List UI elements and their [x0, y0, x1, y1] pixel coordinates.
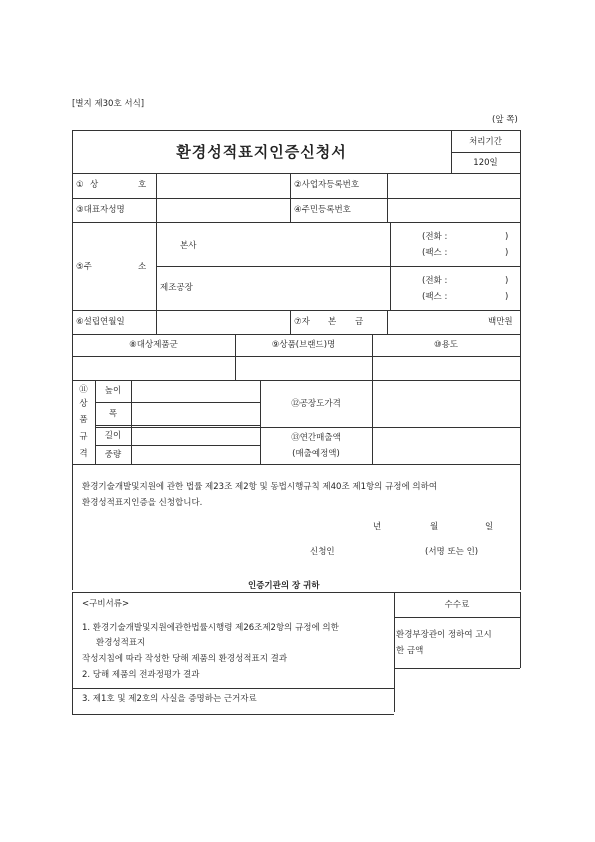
field-13-label-a: ⑬연간매출액	[291, 433, 341, 443]
form-number: [별지 제30호 서식]	[72, 99, 145, 109]
factory-fax-close: )	[505, 292, 509, 302]
capital-unit: 백만원	[488, 317, 513, 327]
field-1-label-b: 호	[138, 180, 147, 190]
field-5-label-b: 소	[138, 262, 147, 272]
field-2-label: ②사업자등록번호	[294, 180, 360, 190]
date-month: 월	[430, 522, 439, 532]
applicant-label: 신청인	[310, 547, 335, 557]
field-8-label: ⑧대상제품군	[129, 340, 178, 350]
document-item-2: 2. 당해 제품의 전과정평가 결과	[82, 670, 200, 680]
field-4-label: ④주민등록번호	[294, 205, 351, 215]
document-item-3: 3. 제1호 및 제2호의 사실을 증명하는 근거자료	[82, 694, 257, 704]
field-1-number: ①	[76, 180, 84, 190]
fee-line-2: 한 금액	[396, 646, 424, 656]
document-item-1c: 작성지침에 따라 작성한 당해 제품의 환경성적표지 결과	[82, 654, 288, 664]
field-11-char-3: 품	[79, 415, 88, 425]
field-11-char-5: 격	[79, 449, 88, 459]
statement-line-2: 환경성적표지인증을 신청합니다.	[82, 498, 203, 508]
field-10-label: ⑩용도	[433, 340, 459, 350]
field-7-label-a: ⑦자	[294, 317, 310, 327]
document-item-1b: 환경성적표지	[96, 638, 146, 648]
headquarters-label: 본사	[180, 241, 197, 251]
hq-fax-close: )	[505, 248, 509, 258]
date-year: 년	[373, 522, 382, 532]
field-5-label-a: ⑤주	[76, 262, 92, 272]
hq-phone-label: (전화 :	[422, 232, 448, 242]
addressee: 인증기관의 장 귀하	[248, 581, 320, 591]
field-7-label-b: 본	[328, 317, 337, 327]
factory-fax-label: (팩스 :	[422, 292, 448, 302]
field-6-label: ⑥설립연월일	[76, 317, 125, 327]
page-side-label: (앞 쪽)	[492, 115, 518, 125]
date-day: 일	[485, 522, 494, 532]
factory-label: 제조공장	[160, 283, 193, 293]
field-9-label: ⑨상품(브랜드)명	[271, 340, 336, 350]
fee-line-1: 환경부장관이 정하여 고시	[396, 630, 492, 640]
field-7-label-c: 금	[355, 317, 364, 327]
field-11-char-4: 규	[79, 432, 88, 442]
fee-label: 수수료	[444, 600, 470, 610]
processing-period-label: 처리기간	[469, 137, 502, 147]
field-11-char-1: ⑪	[79, 385, 88, 395]
spec-width-label: 폭	[108, 409, 118, 419]
hq-phone-close: )	[505, 232, 509, 242]
factory-phone-label: (전화 :	[422, 276, 448, 286]
field-3-label: ③대표자성명	[76, 205, 125, 215]
processing-period-value: 120일	[473, 158, 498, 168]
hq-fax-label: (팩스 :	[422, 248, 448, 258]
factory-phone-close: )	[505, 276, 509, 286]
form-title: 환경성적표지인증신청서	[176, 143, 347, 161]
document-item-1a: 1. 환경기술개발및지원에관한법률시행령 제26조제2항의 규정에 의한	[82, 623, 339, 633]
spec-weight-label: 중량	[104, 450, 122, 460]
spec-height-label: 높이	[104, 386, 122, 396]
spec-length-label: 길이	[104, 431, 122, 441]
statement-line-1: 환경기술개발및지원에 관한 법률 제23조 제2항 및 동법시행규칙 제40조 제1항의 규정에 의하여	[82, 482, 438, 492]
field-13-label-b: (매출예정액)	[292, 449, 340, 459]
signature-label: (서명 또는 인)	[425, 547, 479, 557]
field-1-label-a: 상	[90, 180, 99, 190]
field-12-label: ⑫공장도가격	[291, 399, 341, 409]
documents-header: <구비서류>	[82, 599, 130, 609]
field-11-char-2: 상	[79, 399, 88, 409]
